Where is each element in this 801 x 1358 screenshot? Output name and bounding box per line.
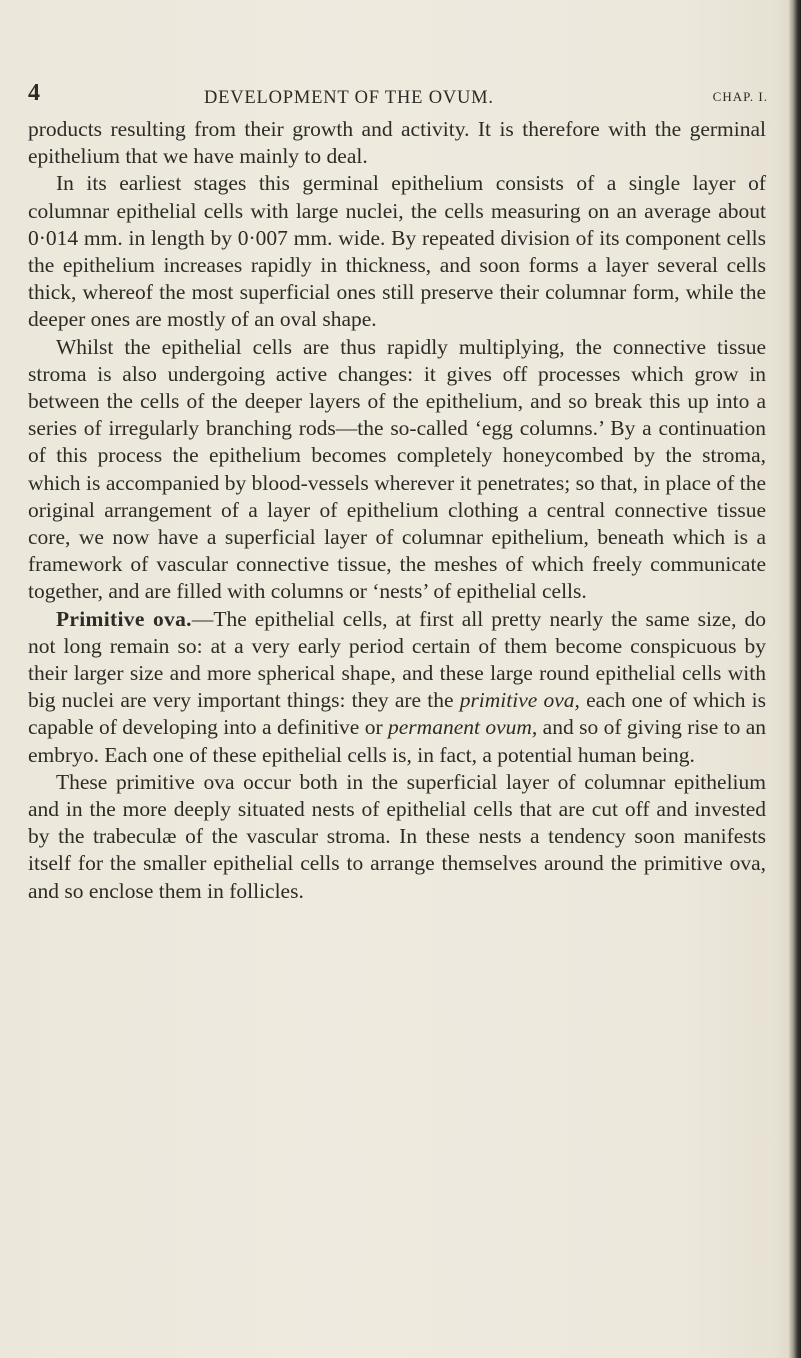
paragraph-3: Whilst the epithelial cells are thus rapidly multiplying, the connective tissue stroma is also undergoing active changes: it gives off processes which grow in between the cells of the deeper layers of the epithelium, and so break this up into a series of irregularly branching rods—the so-called ‘egg columns.’ By a continuation of this process the epithelium becomes completely honeycombed by the stroma, which is accompanied by blood-vessels wherever it penetrates; so that, in place of the original arrangement of a layer of epithelium clothing a central connective tissue core, we now have a superficial layer of columnar epithelium, beneath which is a framework of vascular connective tissue, the meshes of which freely communicate together, and are filled with columns or ‘nests’ of epithelial cells. [28,334,766,604]
page-edge-shadow [789,0,801,1358]
chapter-label: CHAP. I. [712,89,768,104]
paragraph-4-text-a: —The epithelial cells, at first all pretty nearly the same size, do not long remain so: at a very early period certain of them become conspicuous by their larger size and more spherical shape, and these large round epithelial cells with big nuclei are very important things: they are the [28,606,766,713]
running-title: DEVELOPMENT OF THE OVUM. [204,88,494,108]
page-number: 4 [28,80,41,106]
paragraph-1: products resulting from their growth and activity. It is therefore with the germinal epithelium that we have mainly to deal. [28,117,766,169]
paragraph-5: These primitive ova occur both in the superficial layer of columnar epithelium and in the more deeply situated nests of epithelial cells that are cut off and invested by the trabeculæ of the vascular stroma. In these nests a tendency soon manifests itself for the smaller epithelial cells to arrange themselves around the primitive ova, and so enclose them in follicles. [28,769,766,903]
paragraph-4-text-c: and so of giving rise to an embryo. Each one of these epithelial cells is, in fact, a potential human being. [28,715,767,767]
section-heading: Primitive ova. [56,606,192,631]
running-header [28,80,768,112]
body-text [28,116,766,905]
term-primitive-ova: primitive ova, [459,688,580,713]
paragraph-4-text-b: each one of which is capable of developing into a definitive or [28,688,766,740]
paragraph-4 [28,606,766,769]
paragraph-2: In its earliest stages this germinal epithelium consists of a single layer of columnar epithelial cells with large nuclei, the cells measuring on an average about 0·014 mm. in length by 0·007 mm. wide. By repeated division of its component cells the epithelium increases rapidly in thickness, and soon forms a layer several cells thick, whereof the most superficial ones still preserve their columnar form, while the deeper ones are mostly of an oval shape. [28,171,766,332]
term-permanent-ovum: permanent ovum, [388,715,538,740]
